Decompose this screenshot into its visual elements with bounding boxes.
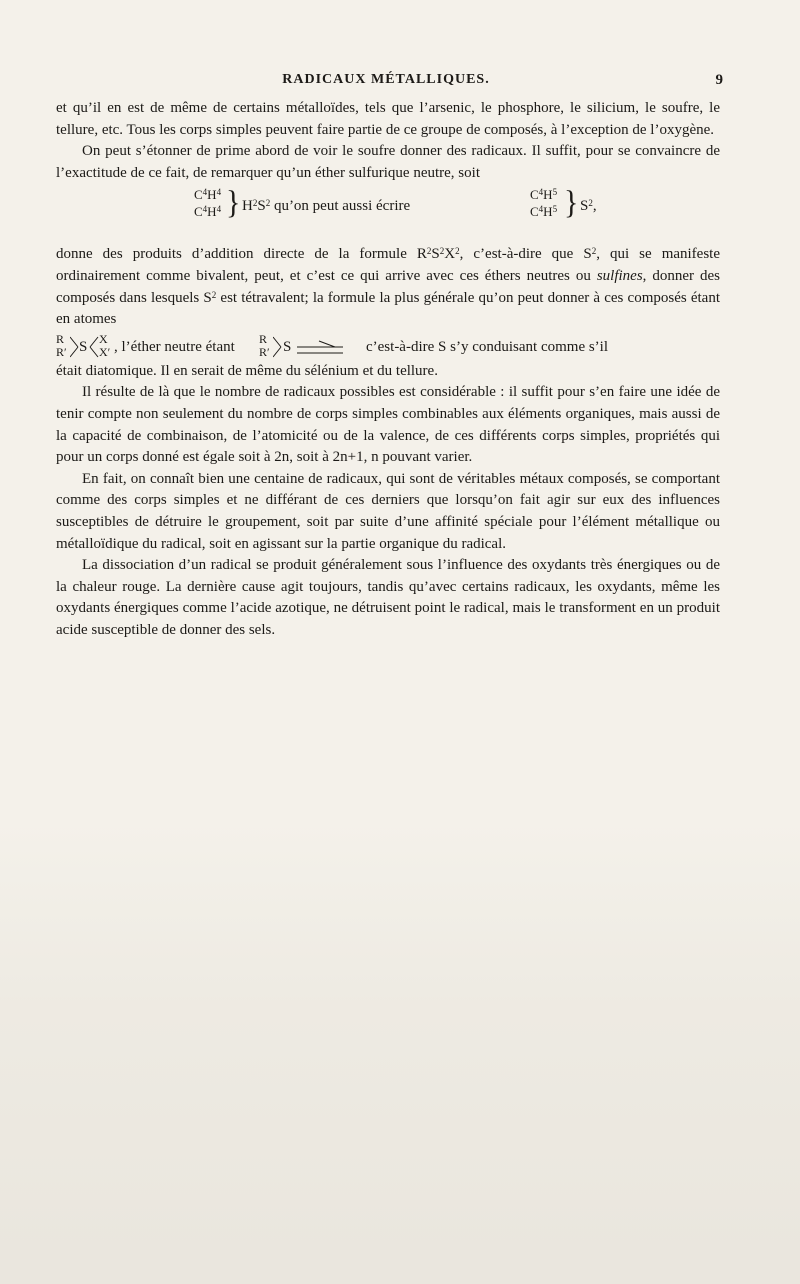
formula-s2: S	[283, 338, 292, 355]
paragraph-6: En fait, on connaît bien une centaine de radicaux, qui sont de véritables métaux composés, se comportant comme des corps simples et ne différant de ces derniers que lorsqu’on fait agir sur eux des influences susceptibles de détruire le groupement, soit par suite d’une affinité spéciale pour l’élément métallique ou métalloïdique du radical, soit en agissant sur la partie organique du radical.	[56, 470, 720, 552]
formula-s: S	[79, 338, 88, 355]
running-title: RADICAUX MÉTALLIQUES.	[282, 72, 490, 87]
reverse-side-bleed-through	[0, 820, 800, 1284]
formula-middle: $H^2S^2$ qu’on peut aussi écrire	[242, 198, 411, 215]
formula-right-brace: }	[564, 184, 579, 221]
formula-r-stack: R R′	[56, 331, 67, 359]
formula-right-tail: $S^2$,	[580, 198, 597, 215]
formula-left-top: $C^4H^4$	[194, 187, 222, 203]
formula-tail-text: c’est-à-dire S s’y conduisant comme s’il	[366, 338, 609, 355]
paragraph-2: On peut s’étonner de prime abord de voir le soufre donner des radicaux. Il suffit, pour se convaincre de l’exactitude de ce fait, de remarquer qu’un éther sulfurique neutre, soit	[56, 143, 720, 181]
page-number: 9	[715, 72, 724, 88]
paragraph-1: et qu’il en est de même de certains métalloïdes, tels que l’arsenic, le phosphore, le silicium, le soufre, le tellure, etc. Tous les corps simples peuvent faire partie de ce groupe de composés, à l’exception de l’oxygène.	[56, 100, 720, 138]
formula-right-stack	[530, 186, 557, 220]
formula-r2-stack: R R′	[259, 331, 270, 359]
body-text	[56, 98, 720, 641]
formula-comma-text: , l’éther neutre étant	[114, 338, 235, 355]
formula-left-brace: }	[226, 184, 241, 221]
formula-right-bottom: $C^4H^5$	[530, 204, 558, 220]
paragraph-4: était diatomique. Il en serait de même du sélénium et du tellure.	[56, 362, 438, 379]
formula-ether-sulfurique	[56, 186, 720, 238]
formula-left-stack	[194, 186, 221, 220]
formula-right-top: $C^4H^5$	[530, 187, 558, 203]
paragraph-3: donne des produits d’addition directe de la formule $R^2S^2X^2$, c’est-à-dire que $S^2$, qui se manifeste ordinairement comme bivalent, peut, et c’est ce qui arrive avec ces éthers neutres ou sulfines, donner des composés dans lesquels $S^2$ est tétravalent; la formule la plus générale qu’on peut donner à ces composés étant en atomes	[56, 246, 721, 328]
paragraph-7: La dissociation d’un radical se produit généralement sous l’influence des oxydants très énergiques ou de la chaleur rouge. La dernière cause agit toujours, tandis qu’avec certains radicaux, les oxydants, même les oxydants énergiques comme l’acide azotique, ne détruisent point le radical, mais le transforment en un produit acide susceptible de donner des sels.	[56, 557, 720, 638]
formula-x-stack: X X′	[99, 331, 111, 359]
term-sulfines: sulfines	[596, 267, 643, 284]
paragraph-5: Il résulte de là que le nombre de radicaux possibles est considérable : il suffit pour s’en faire une idée de tenir compte non seulement du nombre de corps simples combinables aux éléments organiques, mais aussi de la capacité de combinaison, de l’atomicité ou de la valence, de ces différents corps simples, propriétés qui pour un corps donné est égale soit à 2n, soit à 2n+1, n pouvant varier.	[56, 384, 720, 466]
formula-left-bottom: $C^4H^4$	[194, 204, 222, 220]
formula-atoms	[56, 331, 720, 361]
